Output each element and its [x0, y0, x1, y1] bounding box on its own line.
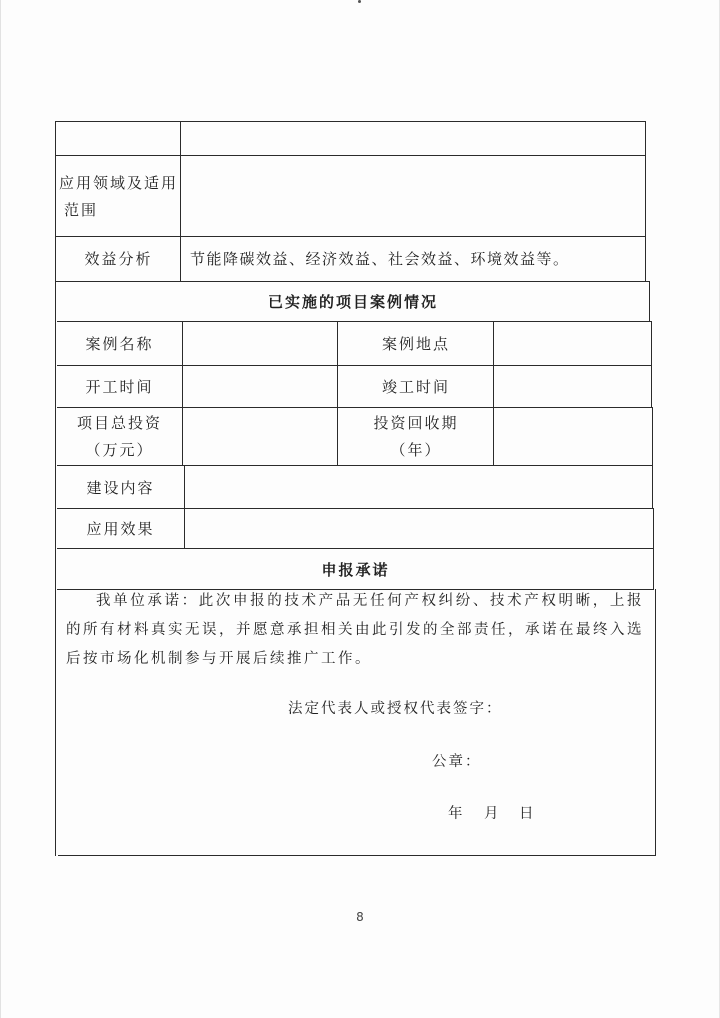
- application-scope-label: 应用领域及适用 范围: [58, 173, 178, 219]
- commitment-statement: 我单位承诺：此次申报的技术产品无任何产权纠纷、技术产权明晰，上报的所有材料真实无误，并愿意承担相关由此引发的全部责任，承诺在最终入选后按市场化机制参与开展后续推广工作。: [66, 593, 644, 667]
- case-location-value[interactable]: [495, 323, 651, 365]
- case-name-value[interactable]: [184, 323, 337, 365]
- construction-content-value[interactable]: [186, 467, 652, 508]
- payback-period-value[interactable]: [495, 409, 652, 465]
- scan-mark: [358, 0, 361, 3]
- application-effect-value[interactable]: [186, 510, 653, 548]
- date-day-label: 日: [519, 806, 534, 822]
- cases-heading: 已实施的项目案例情况: [267, 292, 438, 311]
- completion-time-value[interactable]: [495, 367, 651, 407]
- application-effect-label: 应用效果: [86, 520, 155, 538]
- page-number: 8: [356, 910, 364, 924]
- commitment-heading: 申报承诺: [321, 560, 390, 579]
- payback-period-label: 投资回收期 （年）: [373, 414, 459, 459]
- total-investment-label: 项目总投资 （万元）: [76, 414, 162, 459]
- application-scope-value[interactable]: [182, 157, 645, 236]
- completion-time-label: 竣工时间: [381, 378, 450, 396]
- start-time-value[interactable]: [184, 367, 337, 407]
- benefit-label: 效益分析: [84, 250, 153, 268]
- construction-content-label: 建设内容: [86, 478, 155, 497]
- signature-label: 法定代表人或授权代表签字：: [288, 701, 503, 717]
- date-month-label: 月: [484, 806, 499, 822]
- date-year-label: 年: [448, 806, 463, 822]
- total-investment-value[interactable]: [184, 409, 337, 465]
- benefit-value: 节能降碳效益、经济效益、社会效益、环境效益等。: [190, 250, 570, 268]
- case-name-label: 案例名称: [85, 335, 154, 353]
- case-location-label: 案例地点: [381, 335, 450, 353]
- seal-label: 公章：: [432, 754, 482, 770]
- start-time-label: 开工时间: [85, 378, 154, 396]
